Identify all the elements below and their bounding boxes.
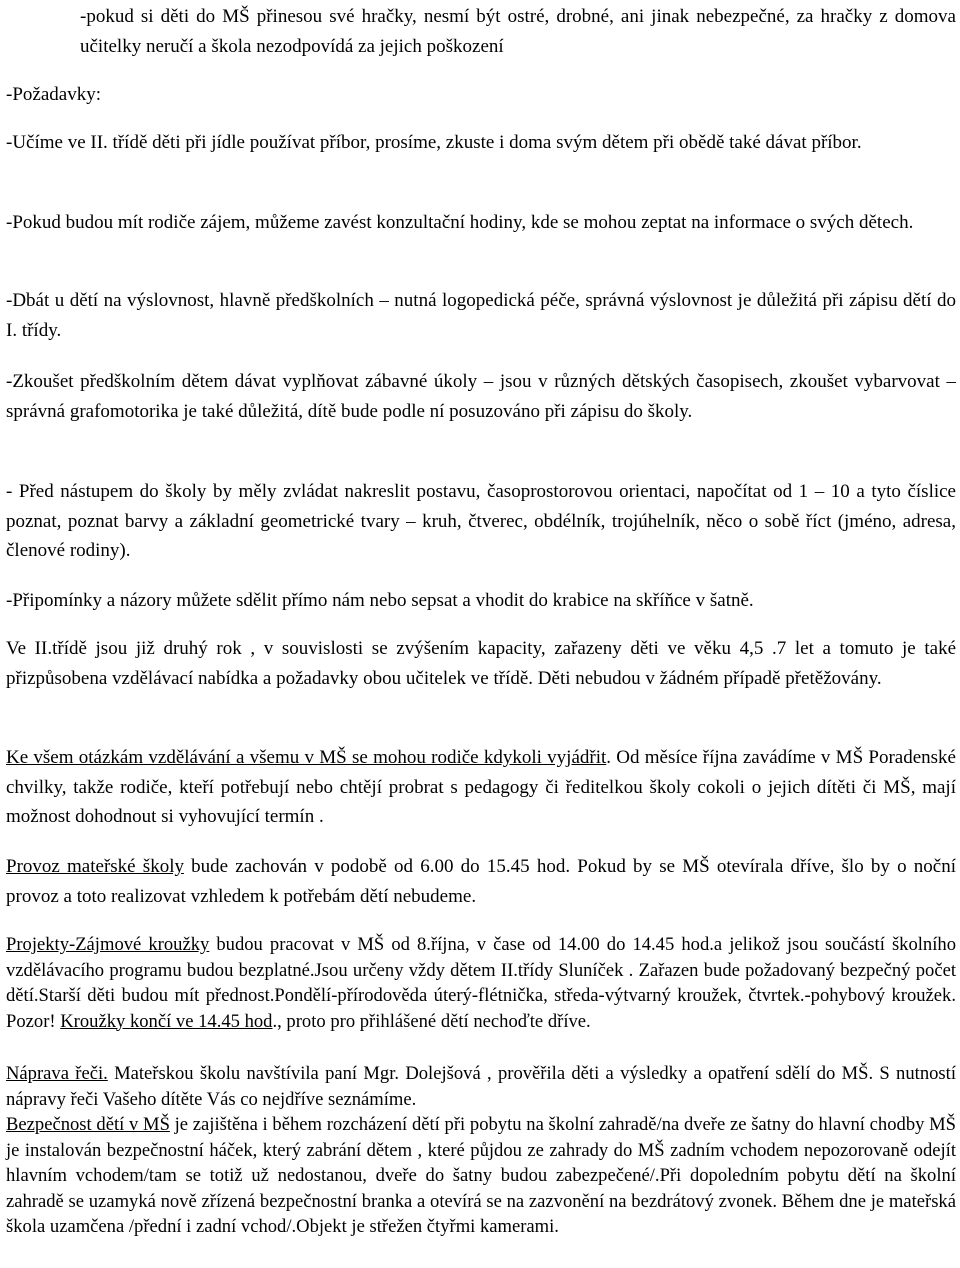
- paragraph-safety: [6, 1112, 956, 1240]
- underlined-heading-counseling: Ke všem otázkám vzdělávání a všemu v MŠ se mohou rodiče kdykoli vyjádřit: [6, 747, 607, 768]
- paragraph-class-two: Ve II.třídě jsou již druhý rok , v souvislosti se zvýšením kapacity, zařazeny děti ve věku 4,5 .7 let a tomuto je také přizpůsobena vzdělávací nabídka a požadavky obou učitelek ve třídě. Děti nebudou v žádném případě přetěžovány.: [6, 638, 956, 689]
- paragraph-speech-therapy: [6, 1061, 956, 1112]
- paragraph-preschool-tasks: -Zkoušet předškolním dětem dávat vyplňovat zábavné úkoly – jsou v různých dětských časopisech, zkoušet vybarvovat – správná grafomotorika je také důležitá, dítě bude podle ní posuzováno při zápisu do školy.: [6, 371, 956, 422]
- underlined-heading-clubs: Projekty-Zájmové kroužky: [6, 934, 210, 955]
- underlined-heading-speech: Náprava řeči.: [6, 1063, 108, 1084]
- paragraph-pronunciation: -Dbát u dětí na výslovnost, hlavně předškolních – nutná logopedická péče, správná výslovnost je důležitá při zápisu dětí do I. třídy.: [6, 290, 956, 341]
- heading-requirements: -Požadavky:: [6, 84, 101, 105]
- paragraph-comments: -Připomínky a názory můžete sdělit přímo nám nebo sepsat a vhodit do krabice na skříňce v šatně.: [6, 590, 754, 611]
- underlined-heading-operation: Provoz mateřské školy: [6, 856, 184, 877]
- operation-text: bude zachován v podobě od 6.00 do 15.45 hod. Pokud by se MŠ otevírala dříve, šlo by o noční provoz a toto realizovat vzhledem k potřebám dětí nebudeme.: [6, 856, 956, 907]
- paragraph-operation-hours: [6, 852, 956, 911]
- safety-text: je zajištěna i během rozcházení dětí při pobytu na školní zahradě/na dveře ze šatny do hlavní chodby MŠ je instalován bezpečnostní háček, který zabrání dětem , které půjdou ze zahrady do MŠ zadním vchodem nepozorovaně odejít hlavním vchodem/tam se totiž už nedostanou, dveře do šatny budou zabezpečené/.Při dopoledním pobytu dětí na školní zahradě se uzamyká nově zřízená bezpečnostní branka a otevírá se na zazvonění na bezdrátový zvonek. Během dne je mateřská škola uzamčena /přední i zadní vchod/.Objekt je střežen čtyřmi kamerami.: [6, 1114, 956, 1237]
- underlined-heading-safety: Bezpečnost dětí v MŠ: [6, 1114, 170, 1135]
- paragraph-clubs: [6, 932, 956, 1034]
- underlined-clubs-end-time: Kroužky končí ve 14.45 hod: [60, 1010, 273, 1032]
- paragraph-toys: -pokud si děti do MŠ přinesou své hračky, nesmí být ostré, drobné, ani jinak nebezpečné, za hračky z domova učitelky neručí a škola nezodpovídá za jejich poškození: [80, 6, 956, 57]
- counseling-text: . Od měsíce října zavádíme v MŠ Poradenské chvilky, takže rodiče, kteří potřebují nebo chtějí probrat s pedagogy či ředitelkou školy cokoli o jejich dítěti či MŠ, mají možnost dohodnout si vyhovující termín .: [6, 747, 956, 827]
- paragraph-school-readiness: - Před nástupem do školy by měly zvládat nakreslit postavu, časoprostorovou orientaci, napočítat od 1 – 10 a tyto číslice poznat, poznat barvy a základní geometrické tvary – kruh, čtverec, obdélník, trojúhelník, něco o sobě říct (jméno, adresa, členové rodiny).: [6, 481, 956, 561]
- clubs-text: budou pracovat v MŠ od 8.října, v čase od 14.00 do 14.45 hod.a jelikož jsou součástí školního vzdělávacího programu budou bezplatné.Jsou určeny vždy dětem II.třídy Sluníček . Zařazen bude požadovaný bezpečný počet dětí.Starší děti budou mít přednost.Pondělí-přírodověda úterý-flétnička, středa-výtvarný kroužek, čtvrtek.-pohybový kroužek. Pozor!: [6, 934, 956, 1032]
- paragraph-counseling: [6, 743, 956, 832]
- paragraph-cutlery: -Učíme ve II. třídě děti při jídle používat příbor, prosíme, zkuste i doma svým dětem při obědě také dávat příbor.: [6, 132, 862, 153]
- speech-text: Mateřskou školu navštívila paní Mgr. Dolejšová , prověřila děti a výsledky a opatření sdělí do MŠ. S nutností nápravy řeči Vašeho dítěte Vás co nejdříve seznámíme.: [6, 1063, 956, 1110]
- paragraph-consultation-hours: -Pokud budou mít rodiče zájem, můžeme zavést konzultační hodiny, kde se mohou zeptat na informace o svých dětech.: [6, 212, 914, 233]
- clubs-end-text: ., proto pro přihlášené dětí nechoďte dříve.: [272, 1010, 591, 1032]
